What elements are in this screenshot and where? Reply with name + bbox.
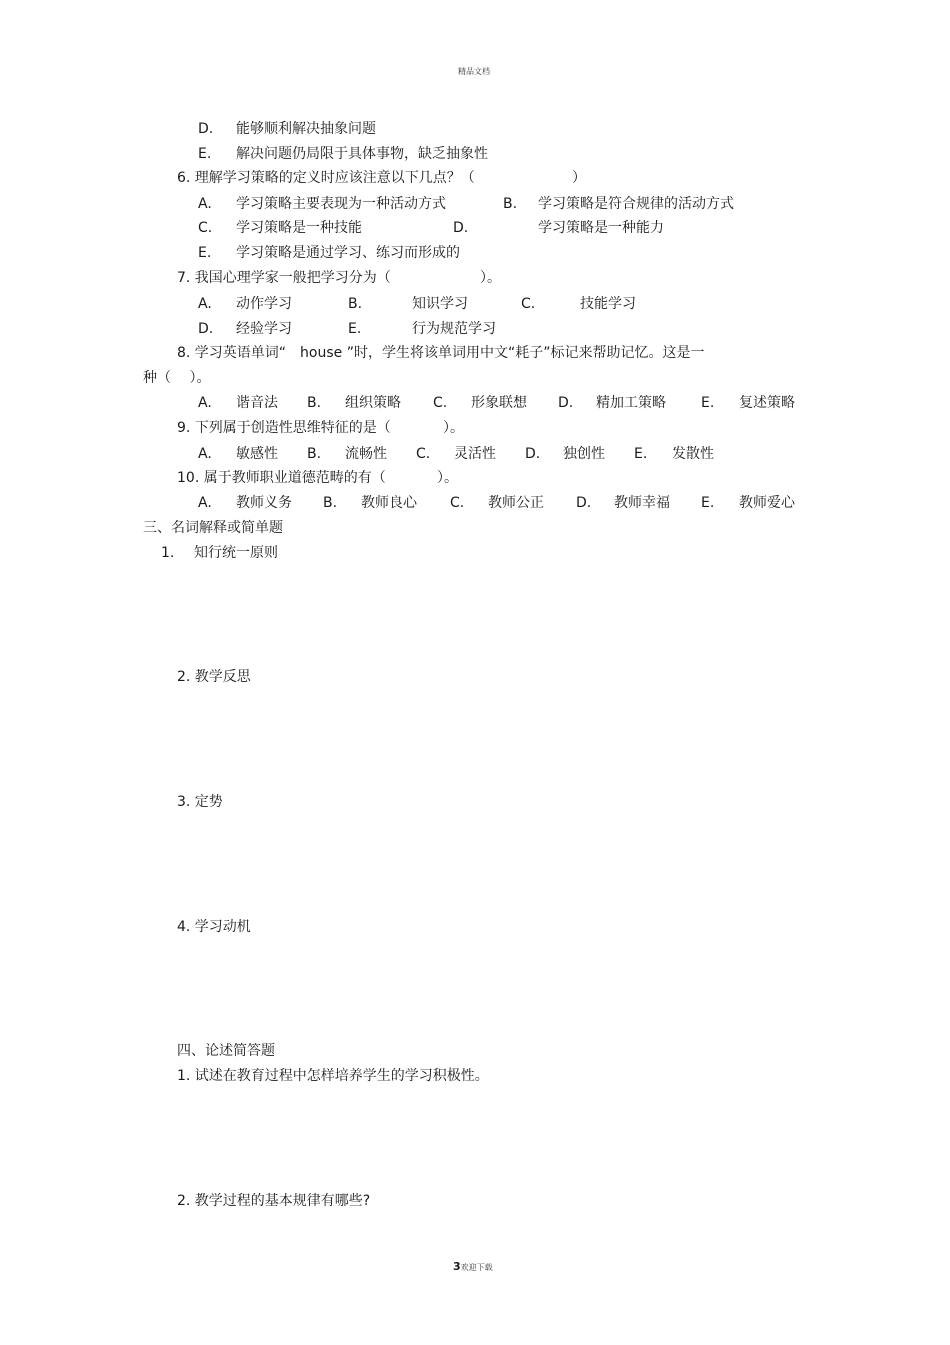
- option-text: 学习策略是通过学习、练习而形成的: [236, 245, 460, 261]
- option-text: 学习策略是一种能力: [538, 220, 664, 236]
- option-letter: C.: [450, 495, 465, 511]
- option-letter: B.: [348, 296, 363, 312]
- option-text: 发散性: [672, 446, 714, 462]
- option-text: 复述策略: [739, 395, 795, 411]
- question-6-stem: 6. 理解学习策略的定义时应该注意以下几点？（: [177, 170, 475, 186]
- option-text: 学习策略是符合规律的活动方式: [538, 196, 734, 212]
- footer-text: 欢迎下载: [460, 1263, 493, 1272]
- question-10-close: ）。: [437, 470, 458, 486]
- option-text: 行为规范学习: [412, 321, 496, 337]
- section-4-title: 四、论述简答题: [177, 1043, 275, 1059]
- option-text: 敏感性: [236, 446, 278, 462]
- term-item: 4. 学习动机: [177, 919, 251, 935]
- option-letter: C.: [521, 296, 536, 312]
- essay-question: 1. 试述在教育过程中怎样培养学生的学习积极性。: [177, 1068, 489, 1084]
- option-letter: B.: [307, 395, 322, 411]
- option-letter: E.: [198, 146, 212, 162]
- option-text: 解决问题仍局限于具体事物，缺乏抽象性: [236, 146, 488, 162]
- option-text: 流畅性: [345, 446, 387, 462]
- term-item: 2. 教学反思: [177, 669, 251, 685]
- section-3-title: 三、名词解释或简单题: [143, 520, 283, 536]
- option-text: 经验学习: [236, 321, 292, 337]
- option-letter: D.: [198, 121, 214, 137]
- option-letter: E.: [701, 495, 715, 511]
- option-letter: D.: [576, 495, 592, 511]
- option-letter: E.: [198, 245, 212, 261]
- option-letter: A.: [198, 296, 212, 312]
- option-text: 教师良心: [361, 495, 417, 511]
- option-letter: D.: [453, 220, 469, 236]
- question-6-close: ）: [572, 170, 586, 186]
- page-number: 3: [453, 1260, 461, 1273]
- option-letter: D.: [525, 446, 541, 462]
- question-9-close: ）。: [443, 420, 464, 436]
- question-10-stem: 10. 属于教师职业道德范畴的有（: [177, 470, 386, 486]
- option-text: 技能学习: [580, 296, 636, 312]
- option-text: 谐音法: [236, 395, 278, 411]
- question-8-stem-cont: 种（ ）。: [143, 370, 211, 386]
- option-text: 动作学习: [236, 296, 292, 312]
- question-7-close: ）。: [480, 270, 501, 286]
- option-letter: C.: [433, 395, 448, 411]
- option-letter: B.: [307, 446, 322, 462]
- option-text: 学习策略是一种技能: [236, 220, 362, 236]
- term-item-number: 1.: [161, 545, 175, 561]
- option-letter: C.: [198, 220, 213, 236]
- term-item: 知行统一原则: [194, 545, 278, 561]
- option-text: 学习策略主要表现为一种活动方式: [236, 196, 446, 212]
- option-letter: B.: [503, 196, 518, 212]
- term-item: 3. 定势: [177, 794, 223, 810]
- option-letter: E.: [701, 395, 715, 411]
- option-letter: A.: [198, 395, 212, 411]
- option-letter: D.: [558, 395, 574, 411]
- option-text: 精加工策略: [596, 395, 666, 411]
- page-footer: [453, 1260, 493, 1273]
- option-text: 知识学习: [412, 296, 468, 312]
- option-text: 独创性: [563, 446, 605, 462]
- option-text: 教师公正: [488, 495, 544, 511]
- option-text: 教师义务: [236, 495, 292, 511]
- option-text: 组织策略: [345, 395, 401, 411]
- option-letter: E.: [348, 321, 362, 337]
- page-header: 精品文档: [458, 67, 490, 76]
- option-letter: A.: [198, 196, 212, 212]
- question-7-stem: 7. 我国心理学家一般把学习分为（: [177, 270, 391, 286]
- option-text: 形象联想: [471, 395, 527, 411]
- option-letter: B.: [323, 495, 338, 511]
- option-text: 灵活性: [454, 446, 496, 462]
- option-letter: E.: [634, 446, 648, 462]
- option-letter: D.: [198, 321, 214, 337]
- question-8-stem: 8. 学习英语单词“ house ”时，学生将该单词用中文“耗子”标记来帮助记忆。这是一: [177, 345, 705, 361]
- option-text: 能够顺利解决抽象问题: [236, 121, 376, 137]
- option-letter: A.: [198, 446, 212, 462]
- option-text: 教师爱心: [739, 495, 795, 511]
- option-text: 教师幸福: [614, 495, 670, 511]
- option-letter: C.: [416, 446, 431, 462]
- option-letter: A.: [198, 495, 212, 511]
- question-9-stem: 9. 下列属于创造性思维特征的是（: [177, 420, 391, 436]
- essay-question: 2. 教学过程的基本规律有哪些?: [177, 1193, 371, 1209]
